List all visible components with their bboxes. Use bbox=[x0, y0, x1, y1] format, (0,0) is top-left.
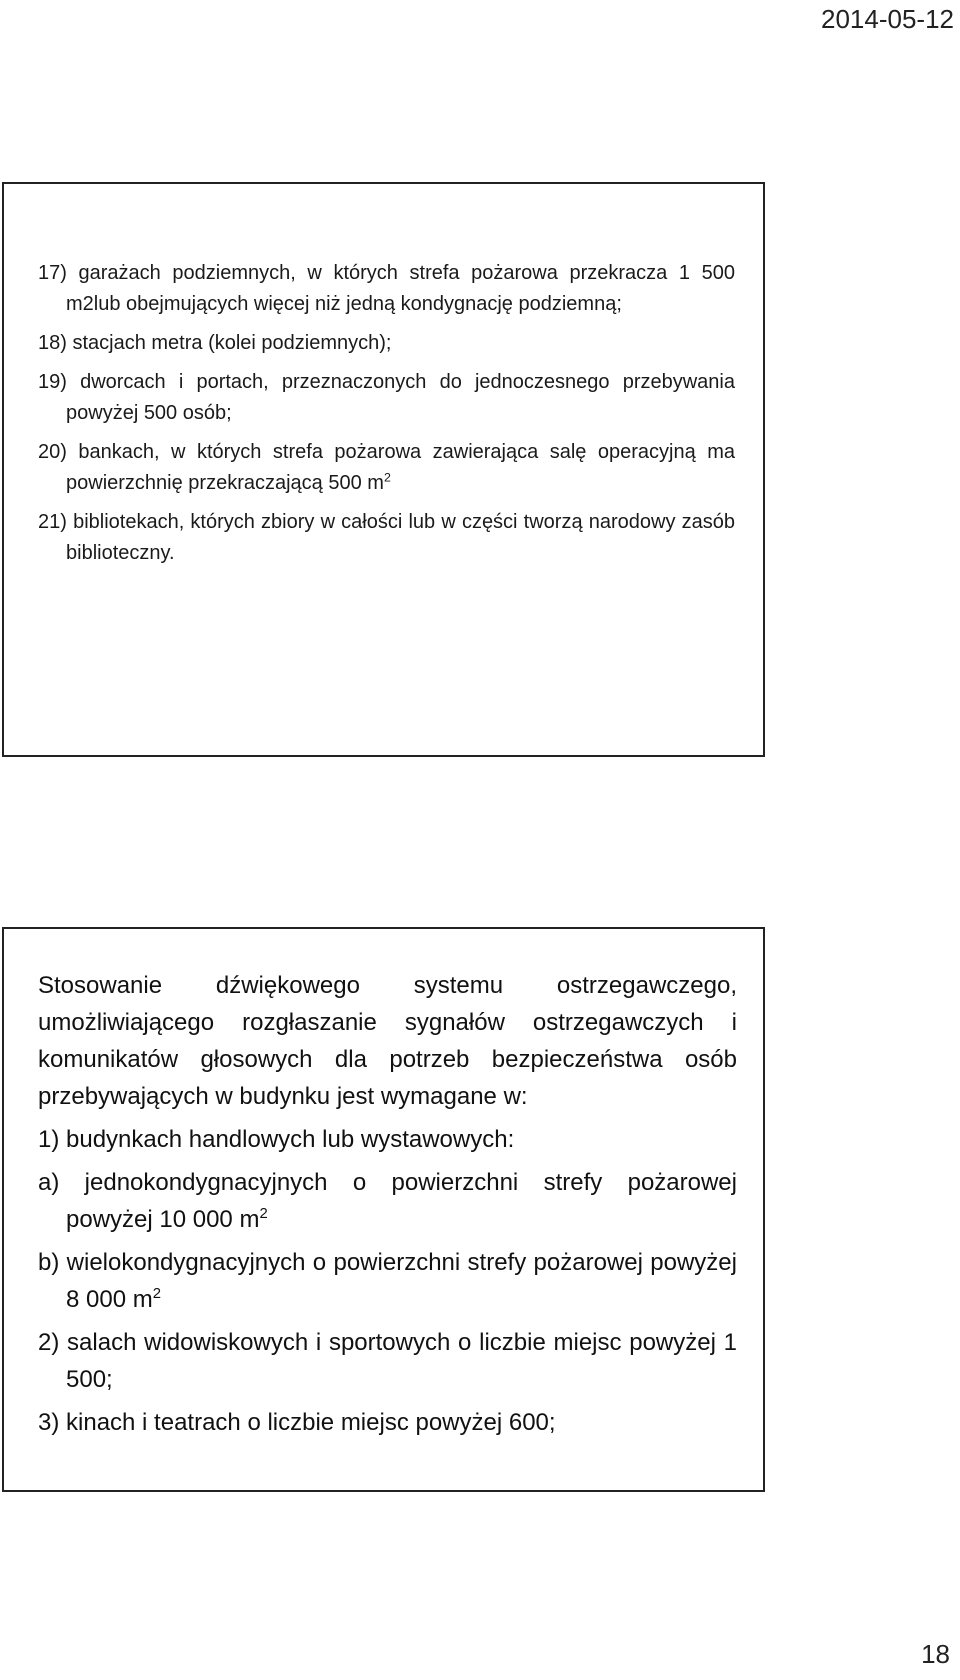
list-item-a-text: a) jednokondygnacyjnych o powierzchni strefy pożarowej powyżej 10 000 m bbox=[38, 1169, 737, 1233]
slide-1 bbox=[2, 182, 765, 757]
list-item-20 bbox=[38, 437, 735, 499]
print-date: 2014-05-12 bbox=[821, 4, 954, 34]
list-item-17: 17) garażach podziemnych, w których strefa pożarowa przekracza 1 500 m2lub obejmujących więcej niż jedną kondygnację podziemną; bbox=[38, 262, 735, 315]
list-item-20-text: 20) bankach, w których strefa pożarowa zawierająca salę operacyjną ma powierzchnię przekraczającą 500 m bbox=[38, 441, 735, 494]
list-item-1: 1) budynkach handlowych lub wystawowych: bbox=[38, 1126, 515, 1153]
list-item-3: 3) kinach i teatrach o liczbie miejsc powyżej 600; bbox=[38, 1409, 556, 1436]
superscript: 2 bbox=[259, 1205, 268, 1222]
intro-paragraph: Stosowanie dźwiękowego systemu ostrzegawczego, umożliwiającego rozgłaszanie sygnałów ostrzegawczych i komunikatów głosowych dla potrzeb bezpieczeństwa osób przebywających w budynku jest wymagane w: bbox=[38, 972, 737, 1110]
list-item-19: 19) dworcach i portach, przeznaczonych do jednoczesnego przebywania powyżej 500 osób; bbox=[38, 371, 735, 424]
list-item-a bbox=[38, 1164, 737, 1238]
list-item-2: 2) salach widowiskowych i sportowych o liczbie miejsc powyżej 1 500; bbox=[38, 1329, 737, 1393]
page-number: 18 bbox=[921, 1639, 950, 1669]
superscript: 2 bbox=[152, 1285, 161, 1302]
list-item-18: 18) stacjach metra (kolei podziemnych); bbox=[38, 332, 392, 354]
list-item-b-text: b) wielokondygnacyjnych o powierzchni strefy pożarowej powyżej 8 000 m bbox=[38, 1249, 737, 1313]
list-item-b bbox=[38, 1244, 737, 1318]
slide-2 bbox=[2, 927, 765, 1492]
list-item-21: 21) bibliotekach, których zbiory w całości lub w części tworzą narodowy zasób biblioteczny. bbox=[38, 511, 735, 564]
superscript: 2 bbox=[383, 470, 391, 485]
